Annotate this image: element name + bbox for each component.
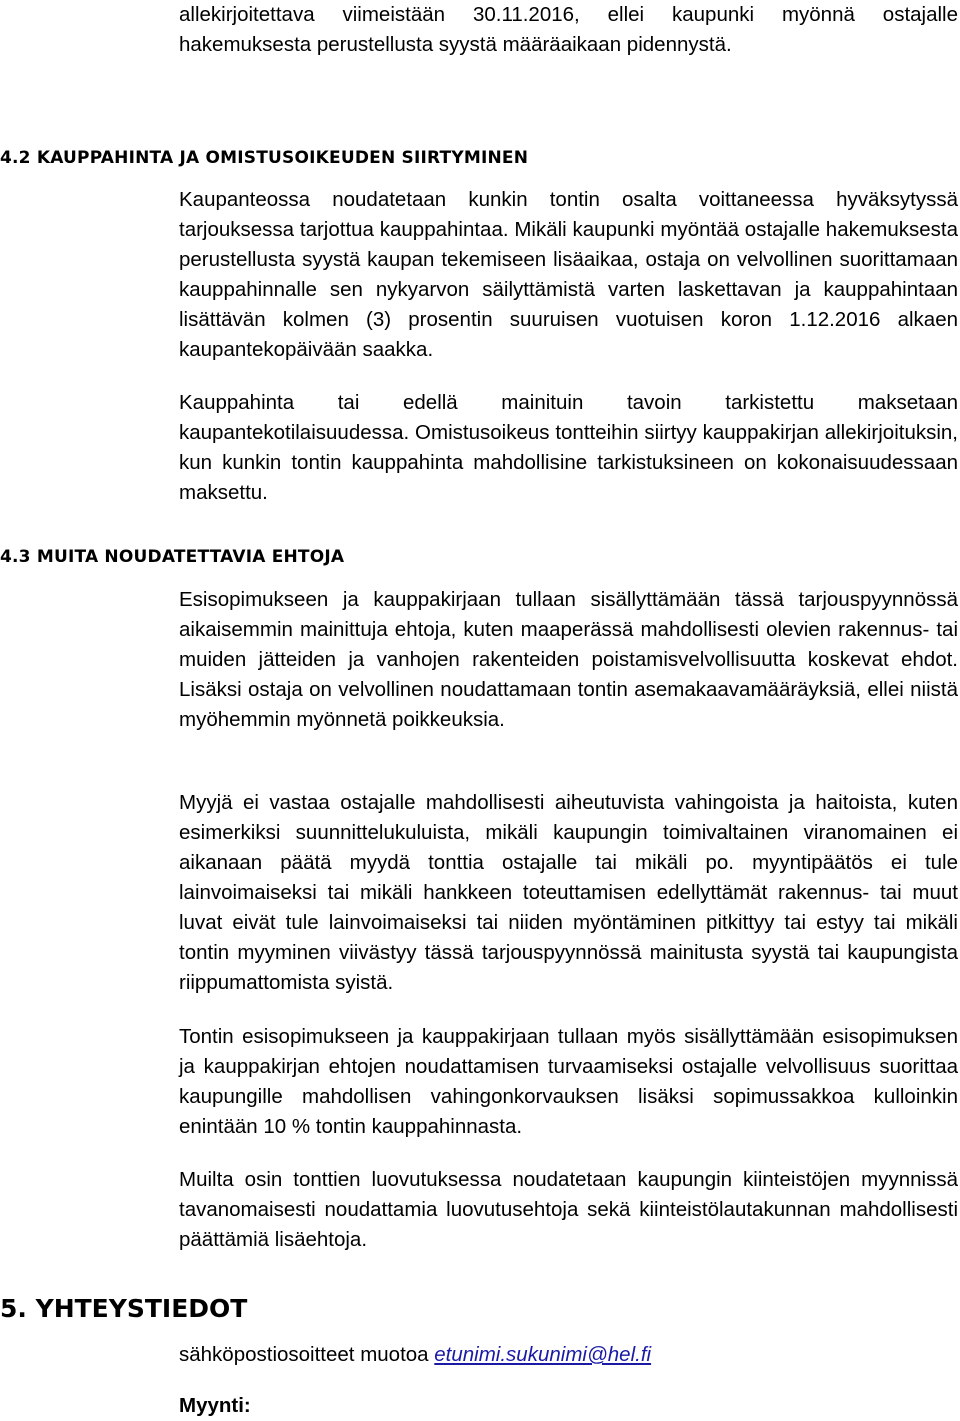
section-4-2-heading: 4.2 KAUPPAHINTA JA OMISTUSOIKEUDEN SIIRTYMINEN — [0, 148, 529, 168]
section-4-3-paragraph-2: Myyjä ei vastaa ostajalle mahdollisesti aiheutuvista vahingoista ja haitoista, kuten esimerkiksi suunnittelukuluista, mikäli kaupungin toimivaltainen viranomainen ei aikanaan päätä myydä tonttia ostajalle tai mikäli po. myyntipäätös ei tule lainvoimaiseksi tai mikäli hankkeen toteuttamisen edellyttämät rakennus- tai muut luvat eivät tule lainvoimaiseksi tai niiden myöntäminen pitkittyy tai estyy tai mikäli tontin myyminen viivästyy tässä tarjouspyynnössä mainitusta syystä tai kaupungista riippumattomista syistä. — [179, 791, 958, 994]
sales-subheading: Myynti: — [179, 1394, 251, 1417]
email-example-link[interactable]: etunimi.sukunimi@hel.fi — [434, 1343, 652, 1366]
section-4-3-heading: 4.3 MUITA NOUDATETTAVIA EHTOJA — [0, 547, 345, 567]
section-4-2-paragraph-1: Kaupanteossa noudatetaan kunkin tontin osalta voittaneessa hyväksytyssä tarjouksessa tarjottua kauppahintaa. Mikäli kaupunki myöntää ostajalle hakemuksesta perustellusta syystä kaupan tekemiseen lisäaikaa, ostaja on velvollinen suorittamaan kauppahinnalle sen nykyarvon säilyttämistä varten laskettavan ja kauppahintaan lisättävän kolmen (3) prosentin suuruisen vuotuisen koron 1.12.2016 alkaen kaupantekopäivään saakka. — [179, 188, 958, 361]
intro-continuation-paragraph: allekirjoitettava viimeistään 30.11.2016, ellei kaupunki myönnä ostajalle hakemuksesta perustellusta syystä määräaikaan pidennystä. — [179, 3, 958, 56]
section-4-3-paragraph-4: Muilta osin tonttien luovutuksessa noudatetaan kaupungin kiinteistöjen myynnissä tavanomaisesti noudattamia luovutusehtoja sekä kiinteistölautakunnan mahdollisesti päättämiä lisäehtoja. — [179, 1168, 958, 1251]
section-4-3-paragraph-1: Esisopimukseen ja kauppakirjaan tullaan sisällyttämään tässä tarjouspyynnössä aikaisemmin mainittuja ehtoja, kuten maaperässä mahdollisesti olevien rakennus- tai muiden jätteiden ja vanhojen rakenteiden poistamisvelvollisuutta koskevat ehdot. Lisäksi ostaja on velvollinen noudattamaan tontin asemakaavamääräyksiä, ellei niistä myöhemmin myönnetä poikkeuksia. — [179, 588, 958, 731]
section-4-2-paragraph-2: Kauppahinta tai edellä mainituin tavoin tarkistettu maksetaan kaupantekotilaisuudessa. Omistusoikeus tontteihin siirtyy kauppakirjan allekirjoituksin, kun kunkin tontin kauppahinta mahdollisine tarkistuksineen on kokonaisuudessaan maksettu. — [179, 391, 958, 504]
email-format-prefix: sähköpostiosoitteet muotoa — [179, 1343, 435, 1366]
section-5-heading: 5. YHTEYSTIEDOT — [0, 1294, 248, 1323]
section-4-3-paragraph-3: Tontin esisopimukseen ja kauppakirjaan tullaan myös sisällyttämään esisopimuksen ja kauppakirjan ehtojen noudattamisen turvaamiseksi ostajalle velvollisuus suorittaa kaupungille mahdollisen vahingonkorvauksen lisäksi sopimussakkoa kulloinkin enintään 10 % tontin kauppahinnasta. — [179, 1025, 958, 1138]
email-format-line — [179, 1340, 651, 1370]
